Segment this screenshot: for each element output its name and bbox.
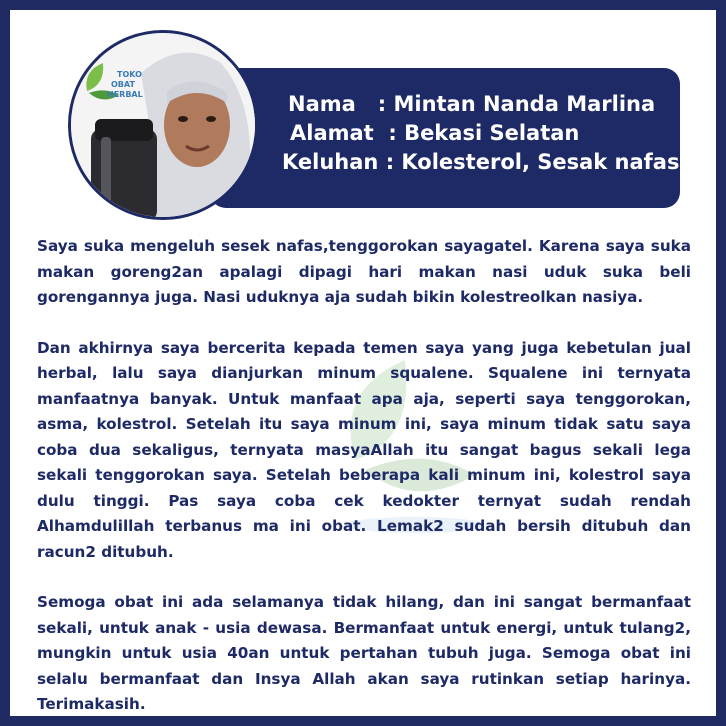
- info-sep: :: [385, 150, 395, 174]
- customer-info: [282, 90, 680, 177]
- info-value: Kolesterol, Sesak nafas: [401, 150, 680, 174]
- svg-text:TOKO: TOKO: [117, 70, 142, 79]
- testimonial-card: [10, 10, 716, 716]
- info-label: Keluhan: [282, 150, 379, 174]
- info-value: Mintan Nanda Marlina: [393, 92, 656, 116]
- svg-text:OBAT: OBAT: [111, 80, 135, 89]
- info-sep: :: [377, 92, 387, 116]
- info-row-name: [288, 90, 679, 119]
- customer-photo-icon: [71, 33, 255, 217]
- info-row-complaint: [282, 148, 679, 177]
- info-label: Nama: [288, 92, 356, 116]
- info-value: Bekasi Selatan: [404, 121, 580, 145]
- testimonial-text: [37, 234, 691, 716]
- paragraph: Dan akhirnya saya bercerita kepada temen saya yang juga kebetulan jual herbal, lalu saya dianjurkan minum squalene. Squalene ini ternyata manfaatnya banyak. Untuk manfaat apa aja, seperti saya tenggorokan, asma, kolestrol. Setelah itu saya minum ini, saya minum tidak satu saya coba dua sekaligus, ternyata masyaAllah itu sangat bagus sekali lega sekali tenggorokan saya. Setelah beberapa kali minum ini, kolestrol saya dulu tinggi. Pas saya coba cek kedokter ternyat sudah rendah Alhamdulillah terbanus ma ini obat. Lemak2 sudah bersih ditubuh dan racun2 ditubuh.: [37, 338, 691, 561]
- customer-photo: [68, 30, 258, 220]
- info-label: Alamat: [290, 121, 374, 145]
- paragraph: Saya suka mengeluh sesek nafas,tenggorokan sayagatel. Karena saya suka makan goreng2an apalagi dipagi hari makan nasi uduk suka beli gorengannya juga. Nasi uduknya aja sudah bikin kolestreolkan nasiya.: [37, 237, 691, 306]
- info-row-address: [288, 119, 679, 148]
- svg-text:HERBAL: HERBAL: [107, 90, 143, 99]
- paragraph: Semoga obat ini ada selamanya tidak hilang, dan ini sangat bermanfaat sekali, untuk anak - usia dewasa. Bermanfaat untuk energi, untuk tulang2, mungkin untuk usia 40an untuk pertahan tubuh juga. Semoga obat ini selalu bermanfaat dan Insya Allah akan saya rutinkan setiap harinya. Terimakasih.: [37, 593, 691, 713]
- info-sep: :: [388, 121, 397, 145]
